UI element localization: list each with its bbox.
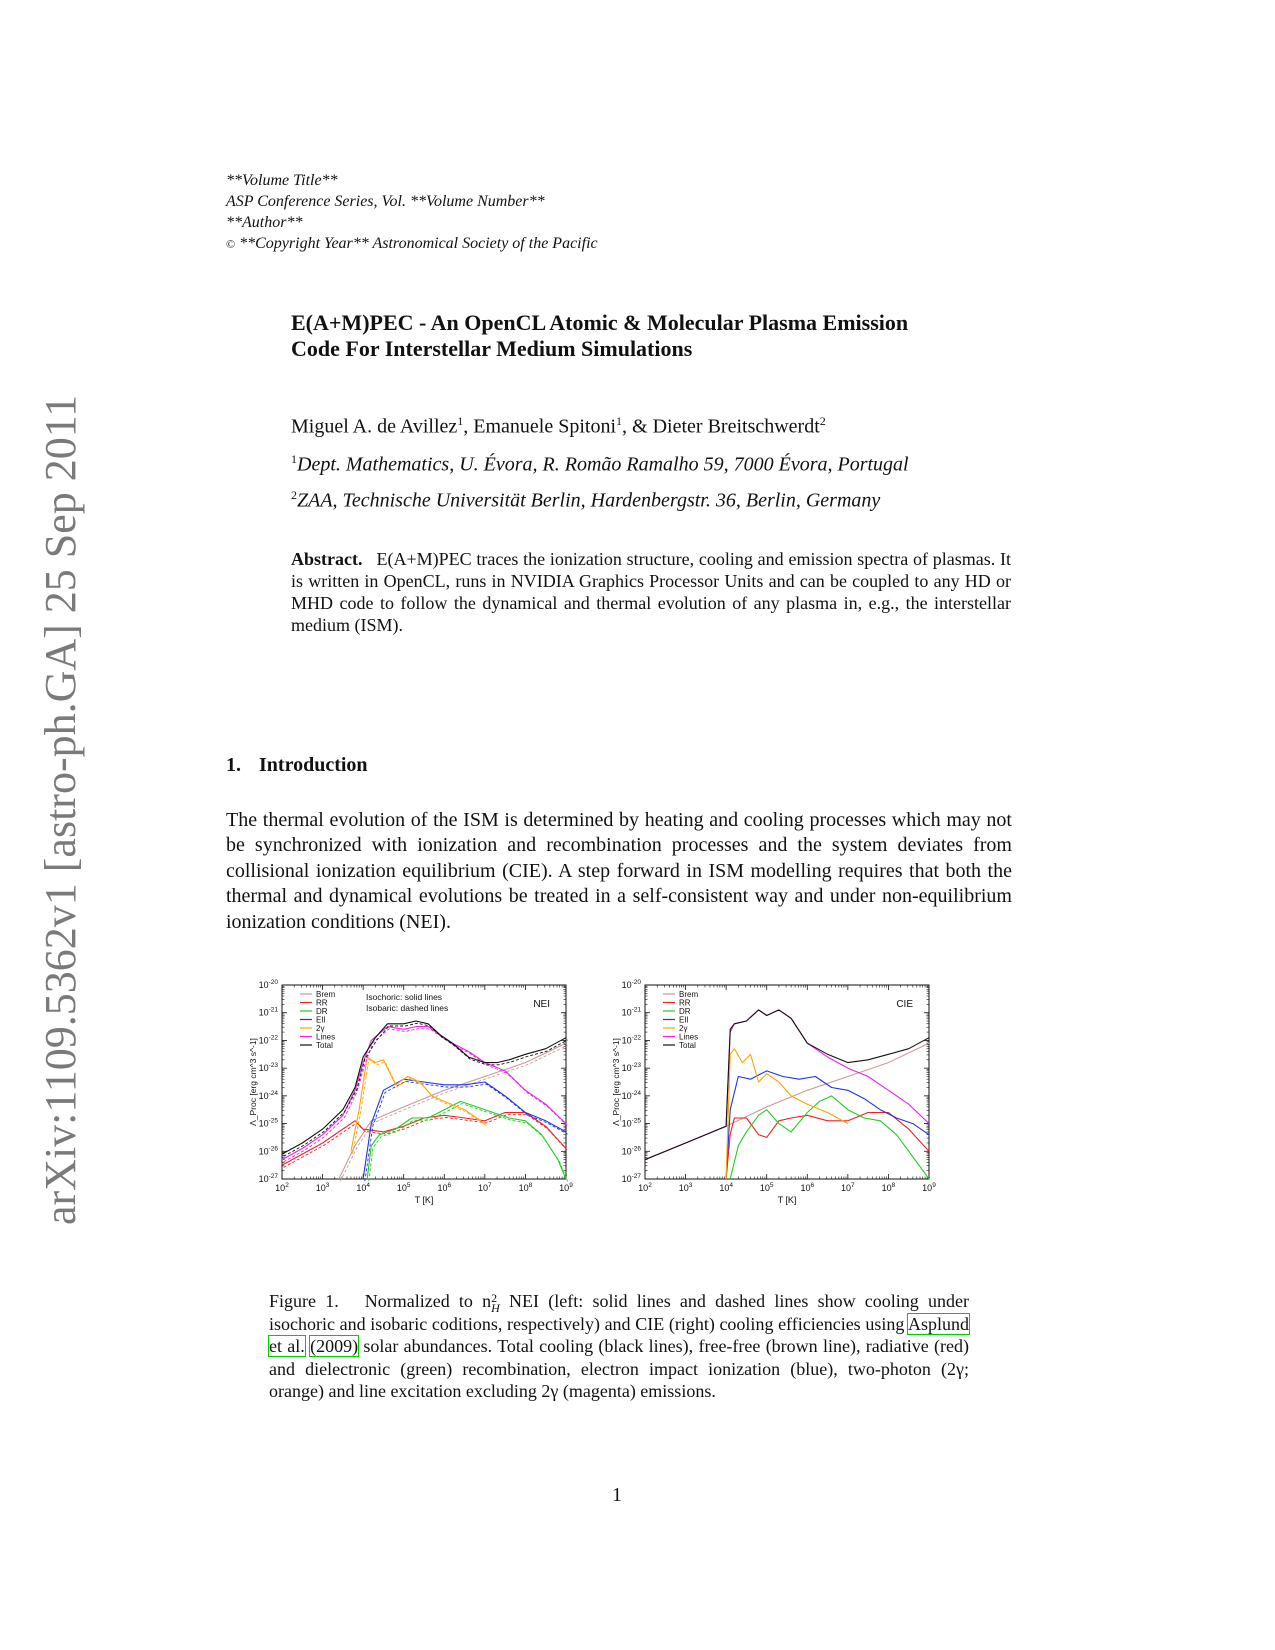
caption-n-scripts (491, 1290, 500, 1315)
citation-year-link[interactable]: (2009) (310, 1336, 359, 1357)
panel-nei-legend-label-3: EII (316, 1015, 326, 1025)
panel-cie-legend-label-3: EII (679, 1015, 689, 1025)
panel-nei-annotation-1: Isochoric: solid lines (366, 992, 443, 1002)
panel-nei-series-Brem (339, 1043, 566, 1179)
panel-nei-series-DR-dashed (369, 1104, 568, 1182)
panel-nei-legend-label-6: Total (316, 1041, 333, 1050)
panel-cie-ylabel: Λ_Proc [erg cm^3 s^-1] (611, 1038, 621, 1126)
arxiv-stamp: arXiv:1109.5362v1 [astro-ph.GA] 25 Sep 2011 (36, 394, 85, 1225)
caption-label: Figure 1. (269, 1291, 339, 1311)
panel-cie-xtick-label: $10^8$ (881, 1182, 896, 1193)
panel-nei-legend-label-0: Brem (316, 990, 336, 999)
affiliation-1-mark: 1 (291, 452, 297, 466)
header-copyright-text: **Copyright Year** Astronomical Society of the Pacific (239, 235, 598, 252)
panel-cie-series-RR (726, 1113, 929, 1180)
panel-nei-series-2γ-dashed (353, 1059, 487, 1153)
panel-nei-ytick-label: $10^{-20}$ (258, 979, 278, 990)
author-sep-2: , & (622, 415, 653, 438)
panel-nei-xtick-label: $10^9$ (559, 1182, 573, 1193)
panel-cie-xtick-label: $10^2$ (638, 1182, 652, 1193)
panel-nei-ylabel: Λ_Proc [erg cm^3 s^-1] (248, 1038, 258, 1126)
figure-1-svg (246, 975, 1006, 1275)
affiliation-1 (291, 452, 909, 477)
author-2: Emanuele Spitoni (473, 415, 617, 438)
panel-nei-ytick-label: $10^{-22}$ (258, 1034, 278, 1046)
abstract-label: Abstract. (291, 549, 363, 569)
author-1: Miguel A. de Avillez (291, 415, 458, 438)
panel-nei-xtick-label: $10^2$ (275, 1182, 289, 1193)
panel-nei-xtick-label: $10^5$ (396, 1182, 411, 1193)
panel-cie-xtick-label: $10^5$ (759, 1182, 774, 1193)
panel-nei-legend-label-2: DR (316, 1007, 328, 1016)
panel-nei-xtick-label: $10^6$ (437, 1182, 452, 1193)
section-title: Introduction (259, 754, 368, 776)
panel-cie-ytick-label: $10^{-22}$ (621, 1034, 641, 1046)
abstract (291, 548, 1011, 636)
panel-nei-legend-label-5: Lines (316, 1032, 336, 1042)
panel-cie-xtick-label: $10^6$ (800, 1182, 815, 1193)
header-copyright (226, 233, 598, 255)
section-heading (226, 754, 368, 777)
header-author: **Author** (226, 214, 303, 231)
caption-text-3: solar abundances. Total cooling (black lines), free-free (brown line), radiative (red) and dielectronic (green) recombination, electron impact ionization (blue), two-photon (2γ; orange) and line excitation excluding 2γ (magenta) emissions. (269, 1336, 969, 1402)
panel-nei-ytick-label: $10^{-23}$ (258, 1062, 278, 1074)
header-series: ASP Conference Series, Vol. **Volume Number** (226, 193, 545, 210)
panel-cie-ytick-label: $10^{-27}$ (621, 1173, 641, 1184)
figure-1 (246, 975, 1006, 1275)
panel-cie-xtick-label: $10^3$ (678, 1182, 693, 1193)
affiliation-2-text: ZAA, Technische Universität Berlin, Hardenbergstr. 36, Berlin, Germany (297, 489, 881, 512)
title-line-1: E(A+M)PEC - An OpenCL Atomic & Molecular Plasma Emission (291, 310, 909, 335)
panel-cie-series-DR (730, 1096, 929, 1179)
page-number: 1 (612, 1484, 622, 1506)
abstract-text: E(A+M)PEC traces the ionization structure, cooling and emission spectra of plasmas. It is written in OpenCL, runs in NVIDIA Graphics Processor Units and can be coupled to any HD or MHD code to follow the dynamical and thermal evolution of any plasma in, e.g., the interstellar medium (ISM). (291, 549, 1011, 635)
header-volume-title: **Volume Title** (226, 172, 338, 189)
panel-cie-ytick-label: $10^{-26}$ (621, 1145, 641, 1157)
panel-nei-xtick-label: $10^4$ (356, 1182, 370, 1193)
panel-cie-ytick-label: $10^{-20}$ (621, 979, 641, 990)
author-1-affil: 1 (457, 414, 464, 428)
affiliation-2 (291, 488, 880, 513)
panel-cie-label: CIE (896, 999, 913, 1010)
caption-n-sub: H (491, 1300, 500, 1315)
panel-cie-legend-label-1: RR (679, 998, 691, 1008)
panel-nei-xtick-label: $10^3$ (315, 1182, 330, 1193)
panel-cie-xtick-label: $10^9$ (922, 1182, 936, 1193)
copyright-symbol: © (226, 237, 236, 251)
panel-nei-ytick-label: $10^{-21}$ (258, 1006, 278, 1018)
intro-paragraph: The thermal evolution of the ISM is determined by heating and cooling processes which may not be synchronized with ionization and recombination processes and the system deviates from collisional ionization equilibrium (CIE). A step forward in ISM modelling requires that both the thermal and dynamical evolutions be treated in a self-consistent way and under non-equilibrium ionization conditions (NEI). (226, 809, 1012, 933)
title-line-2: Code For Interstellar Medium Simulations (291, 336, 693, 361)
citation-author-link[interactable]: Asplund et al. (269, 1313, 969, 1357)
panel-cie-xtick-label: $10^7$ (841, 1182, 855, 1193)
panel-cie-ytick-label: $10^{-24}$ (621, 1089, 641, 1101)
panel-nei-xtick-label: $10^8$ (518, 1182, 533, 1193)
author-3: Dieter Breitschwerdt (652, 415, 820, 438)
figure-caption (269, 1290, 969, 1403)
panel-cie-legend-label-0: Brem (679, 990, 699, 999)
panel-cie-legend-label-6: Total (679, 1041, 696, 1050)
panel-nei-legend-label-1: RR (316, 998, 328, 1008)
author-list (291, 414, 826, 439)
panel-cie-xlabel: T [K] (777, 1195, 797, 1205)
caption-text-1: Normalized to n (364, 1291, 492, 1311)
panel-cie-series-EII (726, 1071, 929, 1179)
panel-nei-label: NEI (533, 999, 550, 1010)
panel-cie-legend-label-4: 2γ (679, 1024, 688, 1033)
panel-cie-xtick-label: $10^4$ (719, 1182, 733, 1193)
author-3-affil: 2 (819, 414, 826, 428)
panel-cie-legend-label-2: DR (679, 1007, 691, 1016)
paper-title (291, 310, 1011, 362)
panel-cie-legend-label-5: Lines (679, 1032, 699, 1042)
panel-nei-annotation-2: Isobaric: dashed lines (366, 1003, 449, 1013)
panel-nei-ytick-label: $10^{-24}$ (258, 1089, 278, 1101)
panel-cie-ytick-label: $10^{-23}$ (621, 1062, 641, 1074)
panel-nei-legend-label-4: 2γ (316, 1024, 325, 1033)
affiliation-1-text: Dept. Mathematics, U. Évora, R. Romão Ramalho 59, 7000 Évora, Portugal (297, 453, 909, 476)
panel-cie-ytick-label: $10^{-21}$ (621, 1006, 641, 1018)
author-2-affil: 1 (616, 414, 623, 428)
panel-nei-xlabel: T [K] (414, 1195, 434, 1205)
panel-nei-ytick-label: $10^{-27}$ (258, 1173, 278, 1184)
panel-cie-series-2γ (726, 1049, 848, 1179)
caption-text-2: NEI (left: solid lines and dashed lines show cooling under isochoric and isobaric coditions, respectively) and CIE (right) cooling efficiencies using (269, 1291, 970, 1334)
panel-nei-ytick-label: $10^{-26}$ (258, 1145, 278, 1157)
volume-header (226, 170, 598, 255)
affiliation-2-mark: 2 (291, 488, 297, 502)
section-number: 1. (226, 754, 241, 776)
author-sep-1: , (463, 415, 474, 438)
caption-n-sup: 2 (491, 1290, 498, 1305)
panel-nei-xtick-label: $10^7$ (478, 1182, 492, 1193)
panel-cie-ytick-label: $10^{-25}$ (621, 1117, 641, 1129)
panel-nei-ytick-label: $10^{-25}$ (258, 1117, 278, 1129)
